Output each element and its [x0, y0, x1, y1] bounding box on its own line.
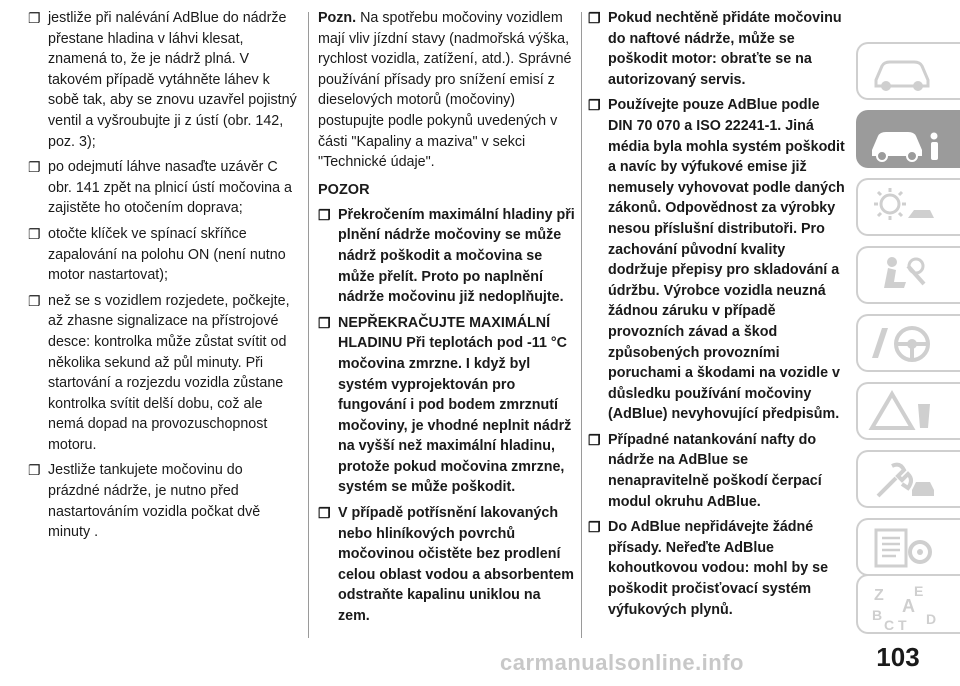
warning-item: ❐ V případě potřísnění lakovaných nebo hliníkových povrchů močovinou očistěte bez prodlení celou oblast vodou a absorbentem odstraňte kapalinu uniklou na zem.: [318, 505, 574, 625]
tab-technical-data[interactable]: [856, 518, 960, 576]
column-middle: [318, 8, 576, 632]
page-number: 103: [876, 642, 920, 672]
svg-text:A: A: [902, 596, 915, 616]
list-item: ❐ jestliže při nalévání AdBlue do nádrže přestane hladina v láhvi klesat, znamená to, že je nádrž plná. V takovém případě vytáhněte láhev k sobě tak, aby se znovu uzavřel pojistný ventil a vyšroubujte ji z ústí (obr. 142, poz. 3);: [28, 10, 297, 150]
tab-emergency[interactable]: [856, 382, 960, 440]
svg-text:D: D: [926, 611, 937, 627]
svg-text:B: B: [872, 607, 883, 623]
column-left: [28, 8, 298, 548]
checkbox-bullet-icon: ❐: [28, 225, 41, 242]
warning-item: ❐ Překročením maximální hladiny při plnění nádrže močoviny se může nádrž poškodit a močovina se může přelít. Proto po naplnění nádrže močovinu již nedoplňujte.: [318, 206, 575, 306]
svg-text:E: E: [914, 583, 924, 599]
svg-text:T: T: [898, 617, 907, 632]
watermark: carmanualsonline.info: [500, 650, 744, 675]
checkbox-bullet-icon: ❐: [588, 431, 601, 448]
checkbox-bullet-icon: ❐: [318, 505, 331, 522]
steering-wheel-icon: [868, 322, 938, 366]
checkbox-bullet-icon: ❐: [28, 10, 41, 26]
checkbox-bullet-icon: ❐: [588, 10, 601, 26]
tab-dashboard-lights[interactable]: [856, 178, 960, 236]
alphabetical-index-icon: [868, 582, 948, 632]
seat-airbag-icon: [868, 254, 938, 298]
chapter-tabs: [856, 0, 960, 686]
warning-item: ❐ NEPŘEKRAČUJTE MAXIMÁLNÍ HLADINU Při teplotách pod -11 °C močovina zmrzne. I když byl systém vyprojektován pro fungování i pod bodem zmrznutí močoviny, je vhodné neplnit nádrž na vyšší než maximální hladinu, protože pokud močovina zmrzne, systém se může poškodit.: [318, 314, 572, 496]
tab-car-info[interactable]: [856, 110, 960, 168]
tab-maintenance[interactable]: [856, 450, 960, 508]
warning-item: ❐ Do AdBlue nepřidávejte žádné přísady. Neřeďte AdBlue kohoutkovou vodou: mohl by se poškodit pročisťovací systém výfukových plynů.: [588, 519, 829, 618]
car-exterior-icon: [868, 50, 938, 94]
checkbox-bullet-icon: ❐: [28, 159, 41, 176]
wrench-car-icon: [868, 458, 938, 502]
svg-text:C: C: [884, 617, 895, 632]
tab-steering-wheel[interactable]: [856, 314, 960, 372]
technical-data-icon: [868, 526, 938, 570]
checkbox-bullet-icon: ❐: [318, 206, 331, 223]
emergency-triangle-icon: [868, 390, 938, 434]
note-text: Na spotřebu močoviny vozidlem mají vliv jízdní stavy (nadmořská výška, rychlost vozidla, zatížení, atd.). Správné používání přísady pro snížení emisí z dieselových motorů (močoviny) postupujte podle pokynů uvedených v části "Kapaliny a maziva" v sekci "Technické údaje".: [318, 10, 572, 171]
svg-text:Z: Z: [874, 587, 884, 604]
dashboard-lights-icon: [868, 186, 938, 230]
tab-alphabetical-index[interactable]: [856, 574, 960, 634]
warning-item: ❐ Případné natankování nafty do nádrže na AdBlue se nenapravitelně poškodí čerpací modul okruhu AdBlue.: [588, 431, 822, 510]
list-item: ❐ po odejmutí láhve nasaďte uzávěr C obr. 141 zpět na plnicí ústí močovina a zajistěte ho otočením doprava;: [28, 159, 292, 217]
checkbox-bullet-icon: ❐: [28, 292, 41, 309]
checkbox-bullet-icon: ❐: [318, 314, 331, 331]
warning-item: ❐ Pokud nechtěně přidáte močovinu do naftové nádrže, může se poškodit motor: obraťte se na autorizovaný servis.: [588, 10, 842, 88]
warning-title: POZOR: [318, 181, 370, 198]
column-right: [588, 8, 846, 625]
warning-item: ❐ Používejte pouze AdBlue podle DIN 70 070 a ISO 22241-1. Jiná média byla mohla systém poškodit a navíc by výfukové emise již nemusely vyhovovat podle daných zákonů. Odpovědnost za výrobky nesou příslušní distributoři. Pro zachování původní kvality dodržuje přepisy pro skladování a údržbu. Výrobce vozidla neuzná žádnou záruku v případě provozních závad a škod způsobených provozními poruchami a škodami na vozidle v důsledku používání močoviny (AdBlue) nevyhovující předpisům.: [588, 97, 845, 423]
checkbox-bullet-icon: ❐: [588, 97, 601, 114]
list-item: ❐ otočte klíček ve spínací skříňce zapalování na polohu ON (není nutno motor nastartovat);: [28, 225, 286, 284]
note-paragraph: [318, 8, 576, 173]
list-item: ❐ než se s vozidlem rozjedete, počkejte, až zhasne signalizace na přístrojové desce: kontrolka může zůstat svítit od několika sekund až půl minuty. Při startování a rozjezdu vozidla zůstane kontrolka svítit delší dobu, což ale nemá dopad na provozuschopnost motoru.: [28, 292, 290, 453]
column-divider: [581, 12, 582, 638]
car-info-icon: [868, 118, 948, 164]
checkbox-bullet-icon: ❐: [588, 519, 601, 536]
note-label: Pozn.: [318, 10, 357, 26]
column-divider: [308, 12, 309, 638]
tab-car-exterior[interactable]: [856, 42, 960, 100]
list-item: ❐ Jestliže tankujete močovinu do prázdné nádrže, je nutno před nastartováním vozidla počkat dvě minuty .: [28, 462, 261, 541]
tab-seat-airbag[interactable]: [856, 246, 960, 304]
checkbox-bullet-icon: ❐: [28, 462, 41, 479]
